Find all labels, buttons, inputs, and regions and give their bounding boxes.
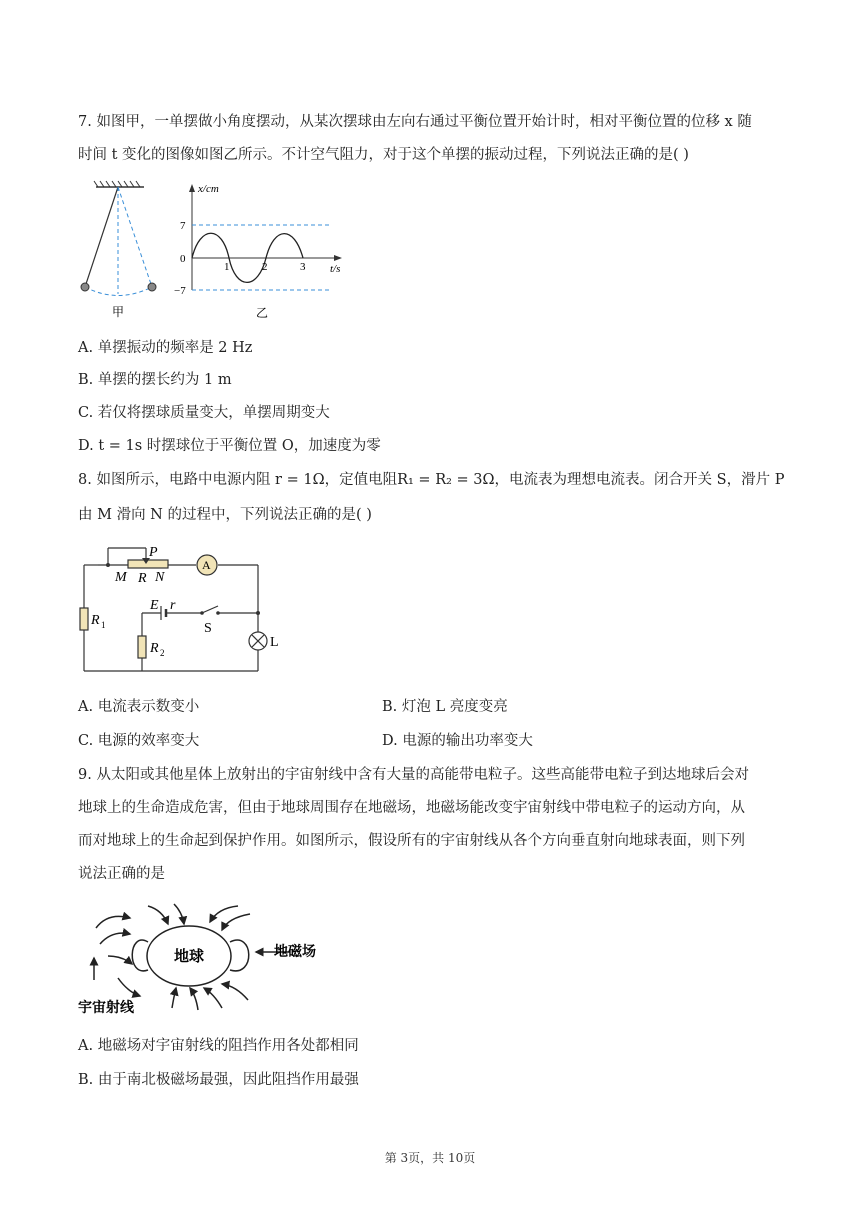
y-tick-7: 7: [180, 220, 186, 232]
displacement-time-graph: [174, 183, 342, 320]
q7-option-a: A. 单摆振动的频率是 2 Hz: [78, 340, 253, 356]
q9-option-a: A. 地磁场对宇宙射线的阻挡作用各处都相同: [78, 1038, 359, 1054]
label-m: M: [115, 570, 127, 585]
x-tick-2: 2: [262, 261, 268, 273]
label-geomagnetic-field: 地磁场: [274, 945, 316, 960]
label-l: L: [270, 635, 279, 650]
ammeter-label: A: [202, 558, 211, 572]
label-n: N: [155, 570, 165, 585]
q7-option-b: B. 单摆的摆长约为 1 m: [78, 372, 232, 388]
label-jia: 甲: [112, 305, 125, 319]
q8-option-c: C. 电源的效率变大: [78, 733, 200, 749]
label-cosmic-rays: 宇宙射线: [78, 1001, 134, 1016]
q9-stem-line1: 9. 从太阳或其他星体上放射出的宇宙射线中含有大量的高能带电粒子。这些高能带电粒子到达地球后会对: [78, 767, 749, 783]
y-tick-0: 0: [180, 253, 186, 265]
q8-option-b: B. 灯泡 L 亮度变亮: [382, 699, 508, 715]
label-earth: 地球: [174, 949, 205, 965]
label-r1-sub: 1: [101, 620, 106, 630]
label-s: S: [204, 621, 212, 636]
q9-stem-line2: 地球上的生命造成危害，但由于地球周围存在地磁场，地磁场能改变宇宙射线中带电粒子的运动方向，从: [78, 800, 745, 816]
x-axis-label: t/s: [330, 263, 341, 275]
x-tick-3: 3: [300, 261, 306, 273]
q7-stem-line1: 7. 如图甲，一单摆做小角度摆动，从某次摆球由左向右通过平衡位置开始计时，相对平衡位置的位移 x 随: [78, 114, 752, 130]
label-e: E: [150, 598, 159, 613]
q8-option-a: A. 电流表示数变小: [78, 699, 200, 715]
page-footer: 第 3页，共 10页: [384, 1151, 476, 1165]
label-r2: R: [150, 641, 159, 656]
q7-option-d: D. t = 1s 时摆球位于平衡位置 O，加速度为零: [78, 438, 381, 454]
label-r-internal: r: [170, 598, 176, 613]
label-p: P: [149, 545, 158, 560]
q7-option-c: C. 若仅将摆球质量变大，单摆周期变大: [78, 405, 330, 421]
q7-stem-line2: 时间 t 变化的图像如图乙所示。不计空气阻力，对于这个单摆的振动过程，下列说法正确的是( ): [78, 147, 689, 163]
q9-stem-line3: 而对地球上的生命起到保护作用。如图所示，假设所有的宇宙射线从各个方向垂直射向地球表面，则下列: [78, 833, 745, 849]
label-yi: 乙: [256, 306, 269, 320]
q8-stem-line1: 8. 如图所示，电路中电源内阻 r = 1Ω，定值电阻R₁ = R₂ = 3Ω，电流表为理想电流表。闭合开关 S，滑片 P: [78, 472, 785, 488]
q9-stem-line4: 说法正确的是: [78, 866, 165, 882]
q9-option-b: B. 由于南北极磁场最强，因此阻挡作用最强: [78, 1072, 359, 1088]
q8-option-d: D. 电源的输出功率变大: [382, 733, 533, 749]
label-r: R: [138, 571, 147, 586]
pendulum-diagram: [81, 181, 156, 319]
x-tick-1: 1: [224, 261, 230, 273]
q8-circuit-figure: [72, 538, 292, 680]
label-r1: R: [91, 613, 100, 628]
q9-earth-figure: [78, 900, 338, 1020]
label-r2-sub: 2: [160, 648, 165, 658]
y-axis-label: x/cm: [198, 183, 219, 195]
q7-figure: [72, 180, 362, 322]
y-tick-neg7: −7: [174, 285, 186, 297]
q8-stem-line2: 由 M 滑向 N 的过程中，下列说法正确的是( ): [78, 507, 372, 523]
